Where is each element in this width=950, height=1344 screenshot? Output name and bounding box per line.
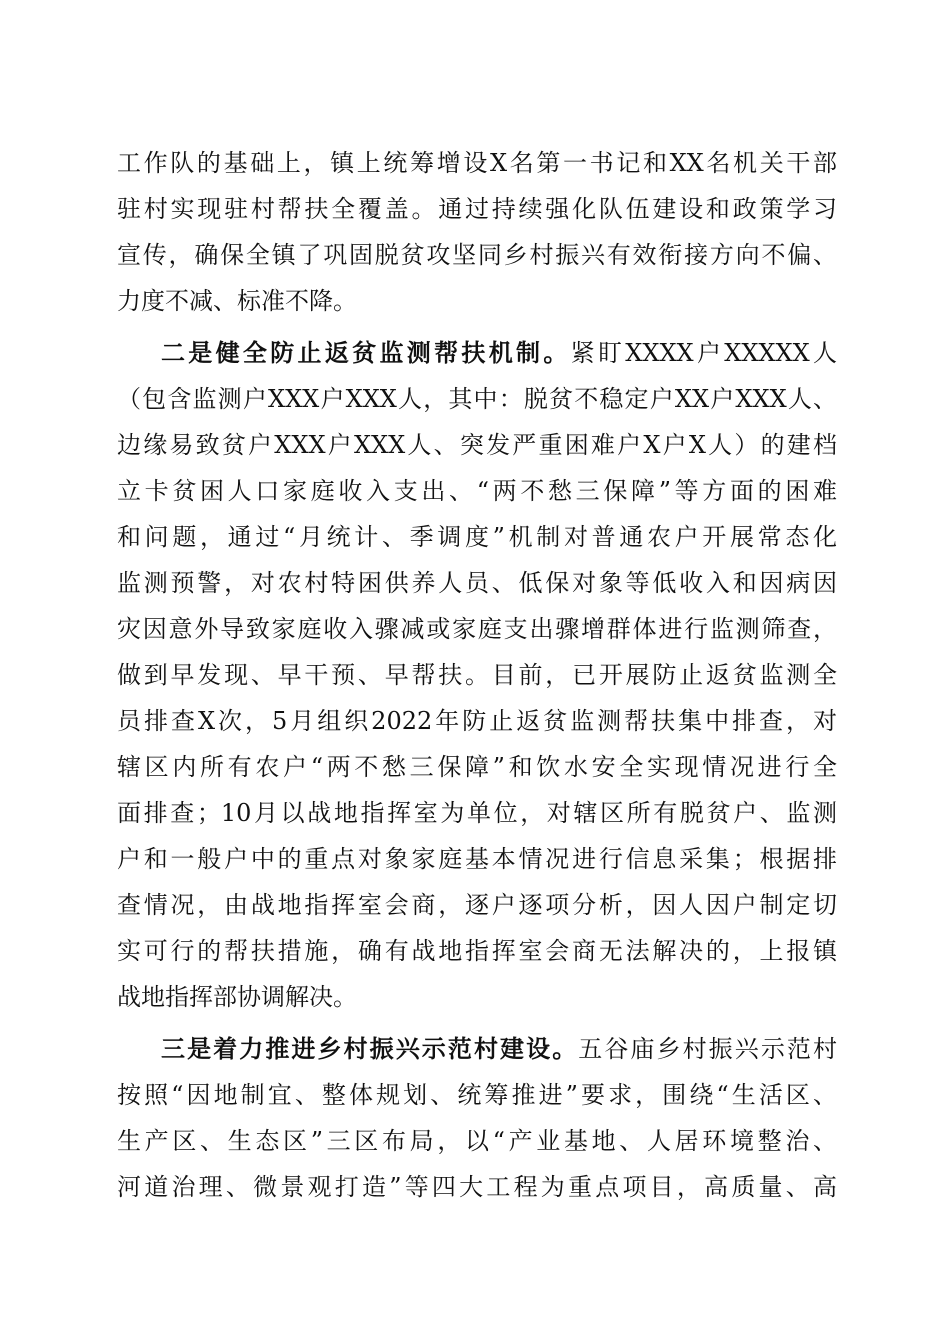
- paragraph-monitoring-mechanism: [117, 330, 837, 1020]
- text-line: 驻村实现驻村帮扶全覆盖。通过持续强化队伍建设和政策学习: [117, 195, 837, 223]
- paragraph-team-coverage: [117, 140, 837, 324]
- text-line: 生产区、生态区”三区布局，以“产业基地、人居环境整治、: [117, 1127, 837, 1155]
- text-line: [117, 330, 837, 376]
- document-page: [117, 140, 837, 1210]
- text-run: 五谷庙乡村振兴示范村: [578, 1035, 838, 1063]
- section-heading: 三是着力推进乡村振兴示范村建设。: [161, 1034, 579, 1063]
- text-line: 和问题，通过“月统计、季调度”机制对普通农户开展常态化: [117, 523, 837, 551]
- text-line: 面排查；10月以战地指挥室为单位，对辖区所有脱贫户、监测: [117, 799, 837, 827]
- text-line: 员排查X次，5月组织2022年防止返贫监测帮扶集中排查，对: [117, 707, 837, 735]
- text-line: 按照“因地制宜、整体规划、统筹推进”要求，围绕“生活区、: [117, 1081, 837, 1109]
- text-line: [117, 1026, 837, 1072]
- text-line: 做到早发现、早干预、早帮扶。目前，已开展防止返贫监测全: [117, 661, 837, 689]
- section-heading: 二是健全防止返贫监测帮扶机制。: [161, 338, 571, 367]
- text-line: 辖区内所有农户“两不愁三保障”和饮水安全实现情况进行全: [117, 753, 837, 781]
- text-line: 战地指挥部协调解决。: [117, 983, 357, 1011]
- text-run: 紧盯XXXX户XXXXX人: [570, 339, 837, 367]
- text-line: 查情况，由战地指挥室会商，逐户逐项分析，因人因户制定切: [117, 891, 837, 919]
- text-line: 工作队的基础上，镇上统筹增设X名第一书记和XX名机关干部: [117, 149, 837, 177]
- text-line: 实可行的帮扶措施，确有战地指挥室会商无法解决的，上报镇: [117, 937, 837, 965]
- text-line: 河道治理、微景观打造”等四大工程为重点项目，高质量、高: [117, 1173, 837, 1201]
- text-line: 边缘易致贫户XXX户XXX人、突发严重困难户X户X人）的建档: [117, 431, 837, 459]
- text-line: 力度不减、标准不降。: [117, 287, 357, 315]
- text-line: 灾因意外导致家庭收入骤减或家庭支出骤增群体进行监测筛查，: [117, 615, 837, 643]
- text-line: （包含监测户XXX户XXX人，其中：脱贫不稳定户XX户XXX人、: [117, 385, 837, 413]
- text-line: 立卡贫困人口家庭收入支出、“两不愁三保障”等方面的困难: [117, 477, 837, 505]
- text-line: 宣传，确保全镇了巩固脱贫攻坚同乡村振兴有效衔接方向不偏、: [117, 241, 837, 269]
- paragraph-demonstration-village: [117, 1026, 837, 1210]
- text-line: 监测预警，对农村特困供养人员、低保对象等低收入和因病因: [117, 569, 837, 597]
- text-line: 户和一般户中的重点对象家庭基本情况进行信息采集；根据排: [117, 845, 837, 873]
